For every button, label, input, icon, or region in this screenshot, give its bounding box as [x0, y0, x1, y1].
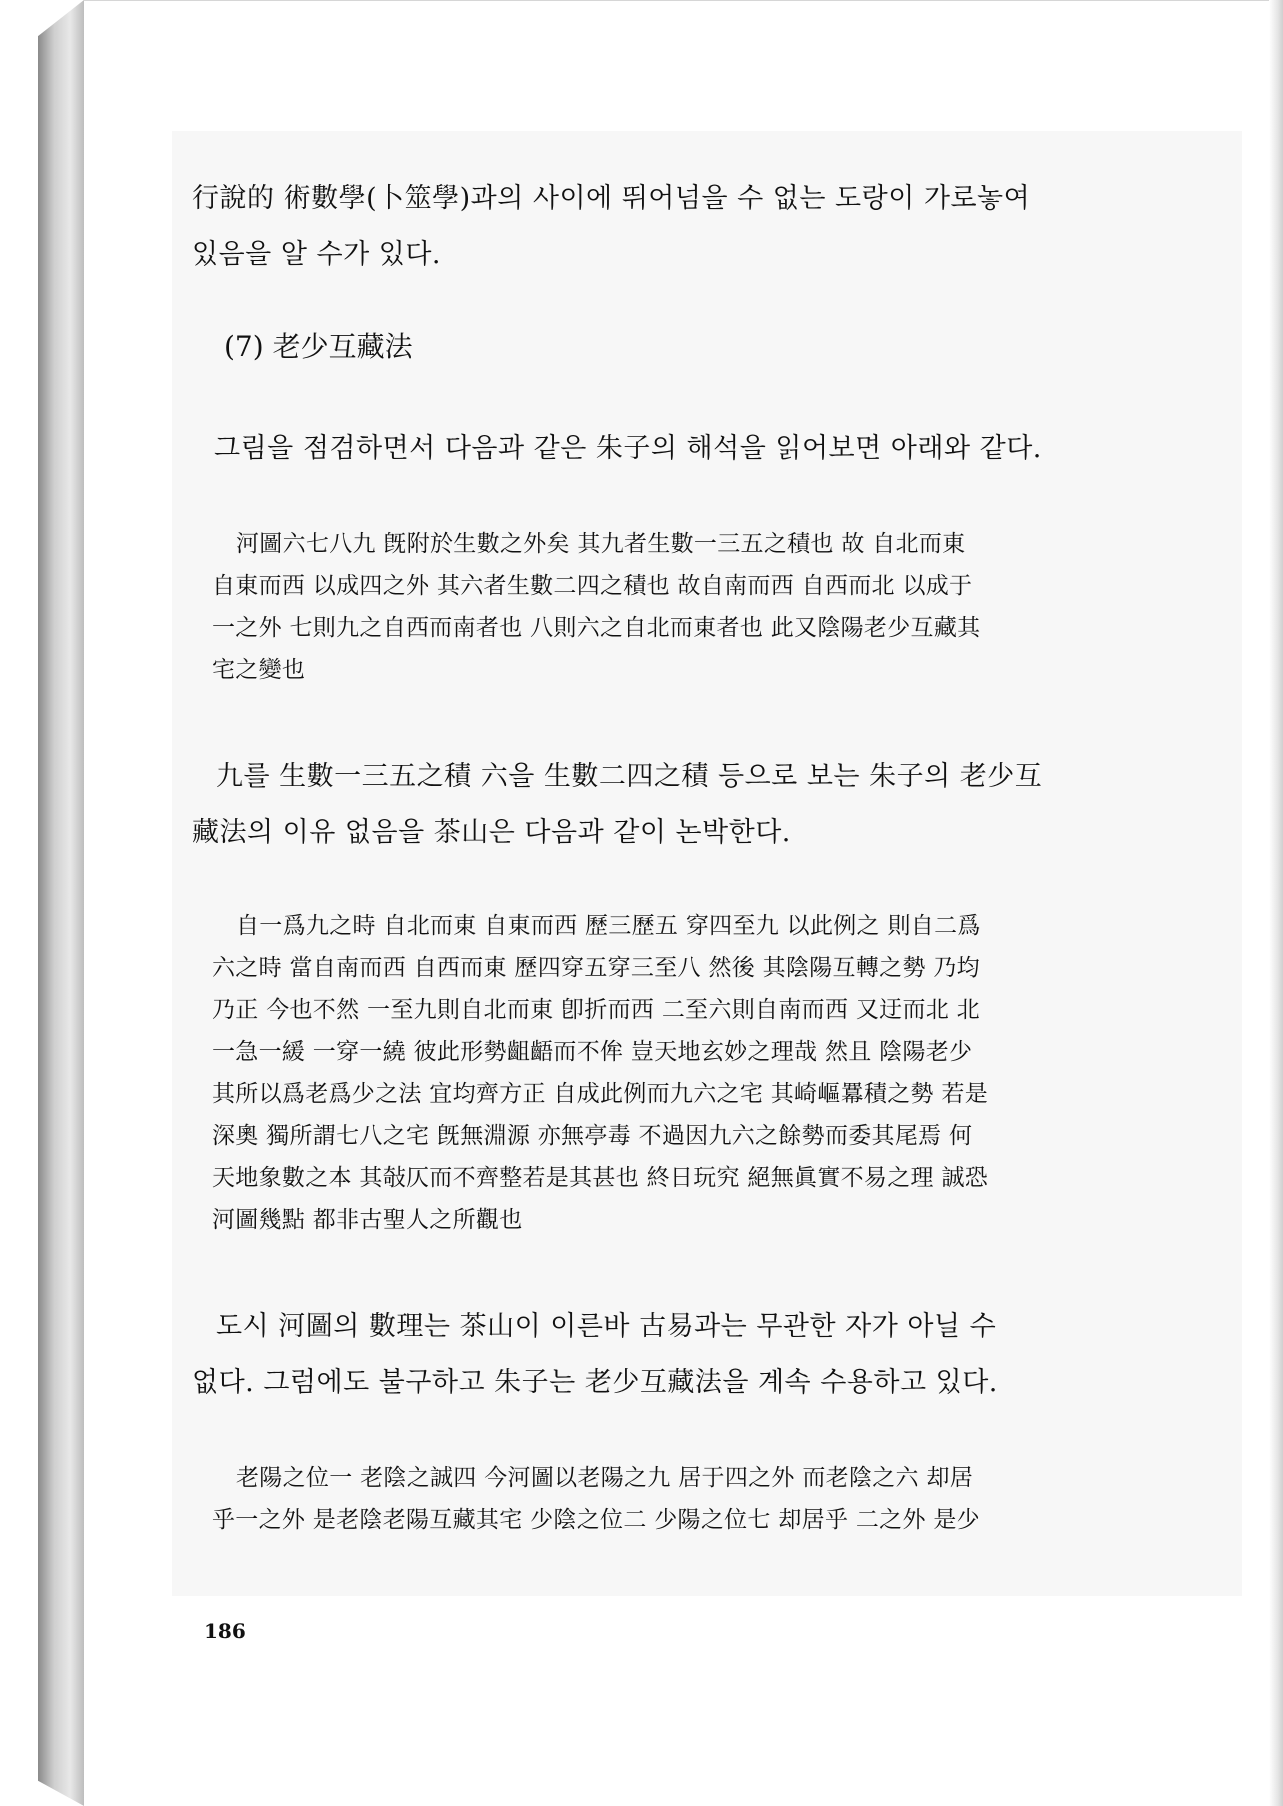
quotation-2-line-3: 乃正 今也不然 一至九則自北而東 卽折而西 二至六則自南而西 又迂而北 北 — [212, 997, 980, 1023]
quotation-3 — [212, 1457, 1102, 1541]
quotation-2-line-8: 河圖幾點 都非古聖人之所觀也 — [212, 1207, 523, 1233]
quotation-1-line-2: 自東而西 以成四之外 其六者生數二四之積也 故自南而西 自西而北 以成于 — [212, 573, 973, 599]
quotation-1-line-4: 宅之變也 — [212, 657, 306, 683]
paragraph-1 — [192, 171, 1102, 283]
paragraph-3 — [192, 749, 1102, 861]
section-heading: (7) 老少互藏法 — [224, 330, 413, 363]
paragraph-4 — [192, 1299, 1102, 1411]
quotation-1-line-3: 一之外 七則九之自西而南者也 八則六之自北而東者也 此又陰陽老少互藏其 — [212, 615, 981, 641]
paragraph-2-line-1: 그림을 점검하면서 다음과 같은 朱子의 해석을 읽어보면 아래와 같다. — [214, 433, 1042, 464]
paragraph-4-line-2: 없다. 그럼에도 불구하고 朱子는 老少互藏法을 계속 수용하고 있다. — [192, 1367, 998, 1398]
quotation-2-line-1: 自一爲九之時 自北而東 自東而西 歷三歷五 穿四至九 以此例之 則自二爲 — [236, 913, 981, 939]
paragraph-2 — [214, 421, 1124, 477]
paragraph-1-line-1: 行說的 術數學(卜筮學)과의 사이에 뛰어넘을 수 없는 도랑이 가로놓여 — [192, 183, 1031, 214]
quotation-2-line-2: 六之時 當自南而西 自西而東 歷四穿五穿三至八 然後 其陰陽互轉之勢 乃均 — [212, 955, 980, 981]
quotation-2-line-6: 深奧 獨所謂七八之宅 旣無淵源 亦無亭毒 不過因九六之餘勢而委其尾焉 何 — [212, 1123, 973, 1149]
page-edge-shadow — [1269, 0, 1283, 1806]
quotation-2-line-4: 一急一緩 一穿一繞 彼此形勢齟齬而不侔 豈天地玄妙之理哉 然且 陰陽老少 — [212, 1039, 973, 1065]
paragraph-3-line-1: 九를 生數一三五之積 六을 生數二四之積 등으로 보는 朱子의 老少互 — [216, 761, 1043, 792]
quotation-3-line-2: 乎一之外 是老陰老陽互藏其宅 少陰之位二 少陽之位七 却居乎 二之外 是少 — [212, 1507, 980, 1533]
quotation-2 — [212, 905, 1102, 1241]
page-number: 186 — [204, 1619, 246, 1643]
book-spine — [38, 0, 84, 1806]
book-page — [84, 0, 1269, 1806]
paragraph-3-line-2: 藏法의 이유 없음을 茶山은 다음과 같이 논박한다. — [192, 817, 791, 848]
paragraph-1-line-2: 있음을 알 수가 있다. — [192, 239, 441, 270]
quotation-1 — [212, 523, 1102, 691]
paragraph-4-line-1: 도시 河圖의 數理는 茶山이 이른바 古易과는 무관한 자가 아닐 수 — [216, 1311, 997, 1342]
quotation-3-line-1: 老陽之位一 老陰之誠四 今河圖以老陽之九 居于四之外 而老陰之六 却居 — [236, 1465, 974, 1491]
quotation-1-line-1: 河圖六七八九 旣附於生數之外矣 其九者生數一三五之積也 故 自北而東 — [236, 531, 966, 557]
quotation-2-line-7: 天地象數之本 其敧仄而不齊整若是其甚也 終日玩究 絕無眞實不易之理 誠恐 — [212, 1165, 989, 1191]
quotation-2-line-5: 其所以爲老爲少之法 宜均齊方正 自成此例而九六之宅 其崎嶇羃積之勢 若是 — [212, 1081, 989, 1107]
